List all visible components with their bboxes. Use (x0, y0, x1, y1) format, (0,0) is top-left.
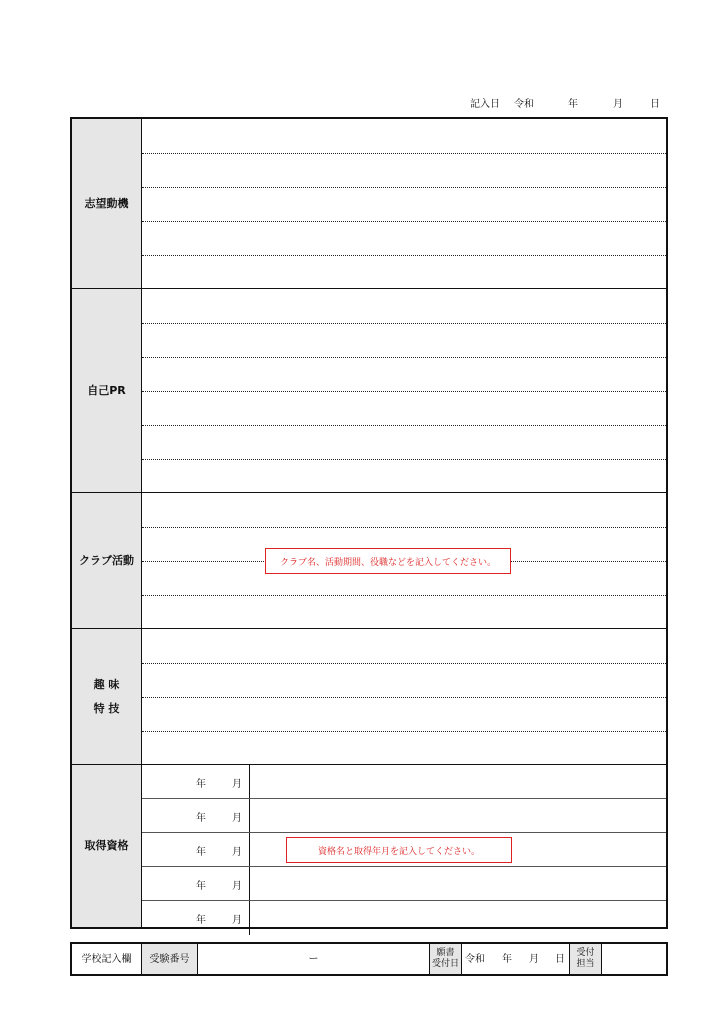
qualification-row[interactable] (142, 765, 666, 799)
qualification-date-cell[interactable] (142, 833, 250, 866)
staff-label-line1: 受付 (576, 948, 595, 958)
qualification-year-unit: 年 (196, 813, 206, 824)
qualification-date-cell[interactable] (142, 765, 250, 798)
qualification-date-cell[interactable] (142, 867, 250, 900)
motivation-section (72, 119, 666, 289)
qualification-month-unit: 月 (232, 915, 242, 926)
entry-date-line (470, 95, 670, 109)
era-label: 令和 (514, 99, 534, 110)
qualification-month-unit: 月 (232, 881, 242, 892)
qualification-date-cell[interactable] (142, 799, 250, 832)
entry-date-label: 記入日 (470, 99, 500, 110)
motivation-writing-area[interactable] (142, 119, 666, 288)
hobby-skill-writing-area[interactable] (142, 629, 666, 764)
qualifications-table (142, 765, 666, 927)
staff-label (570, 944, 602, 974)
staff-field[interactable] (602, 944, 666, 974)
exam-number-label: 受験番号 (142, 944, 198, 974)
self-pr-writing-area[interactable] (142, 289, 666, 492)
qualifications-section (72, 765, 666, 927)
qualification-year-unit: 年 (196, 915, 206, 926)
hobby-label: 趣 味 (93, 677, 120, 691)
qualification-row[interactable] (142, 799, 666, 833)
staff-label-line2: 担当 (576, 959, 595, 969)
received-label-line2: 受付日 (431, 959, 459, 969)
club-label: クラブ活動 (72, 493, 142, 628)
month-unit: 月 (613, 99, 623, 110)
qualification-month-unit: 月 (232, 813, 242, 824)
school-use-footer (70, 942, 668, 976)
received-label-line1: 願書 (436, 948, 455, 958)
skill-label: 特 技 (93, 701, 120, 715)
club-section (72, 493, 666, 629)
self-pr-label: 自己PR (72, 289, 142, 492)
qualifications-instruction-note: 資格名と取得年月を記入してください。 (286, 837, 512, 863)
qualification-month-unit: 月 (232, 847, 242, 858)
hobby-skill-label (72, 629, 142, 764)
club-writing-area[interactable] (142, 493, 666, 628)
year-unit: 年 (568, 99, 578, 110)
qualification-year-unit: 年 (196, 779, 206, 790)
received-date-label (430, 944, 462, 974)
motivation-label: 志望動機 (72, 119, 142, 288)
qualifications-label: 取得資格 (72, 765, 142, 927)
qualification-row[interactable] (142, 901, 666, 935)
qualification-row[interactable] (142, 867, 666, 901)
received-day-unit: 日 (555, 953, 565, 965)
received-date-field[interactable] (462, 944, 570, 974)
hobby-skill-section (72, 629, 666, 765)
club-instruction-note: クラブ名、活動期間、役職などを記入してください。 (265, 548, 511, 574)
qualification-month-unit: 月 (232, 779, 242, 790)
day-unit: 日 (650, 99, 660, 110)
exam-number-field[interactable] (198, 944, 430, 974)
self-pr-section (72, 289, 666, 493)
received-month-unit: 月 (529, 953, 539, 965)
received-era: 令和 (465, 953, 485, 965)
application-form (70, 117, 668, 929)
qualification-year-unit: 年 (196, 847, 206, 858)
school-use-label: 学校記入欄 (72, 944, 142, 974)
qualification-row[interactable] (142, 833, 666, 867)
exam-number-dash: ー (308, 953, 319, 965)
qualification-date-cell[interactable] (142, 901, 250, 935)
qualification-year-unit: 年 (196, 881, 206, 892)
received-year-unit: 年 (502, 953, 512, 965)
